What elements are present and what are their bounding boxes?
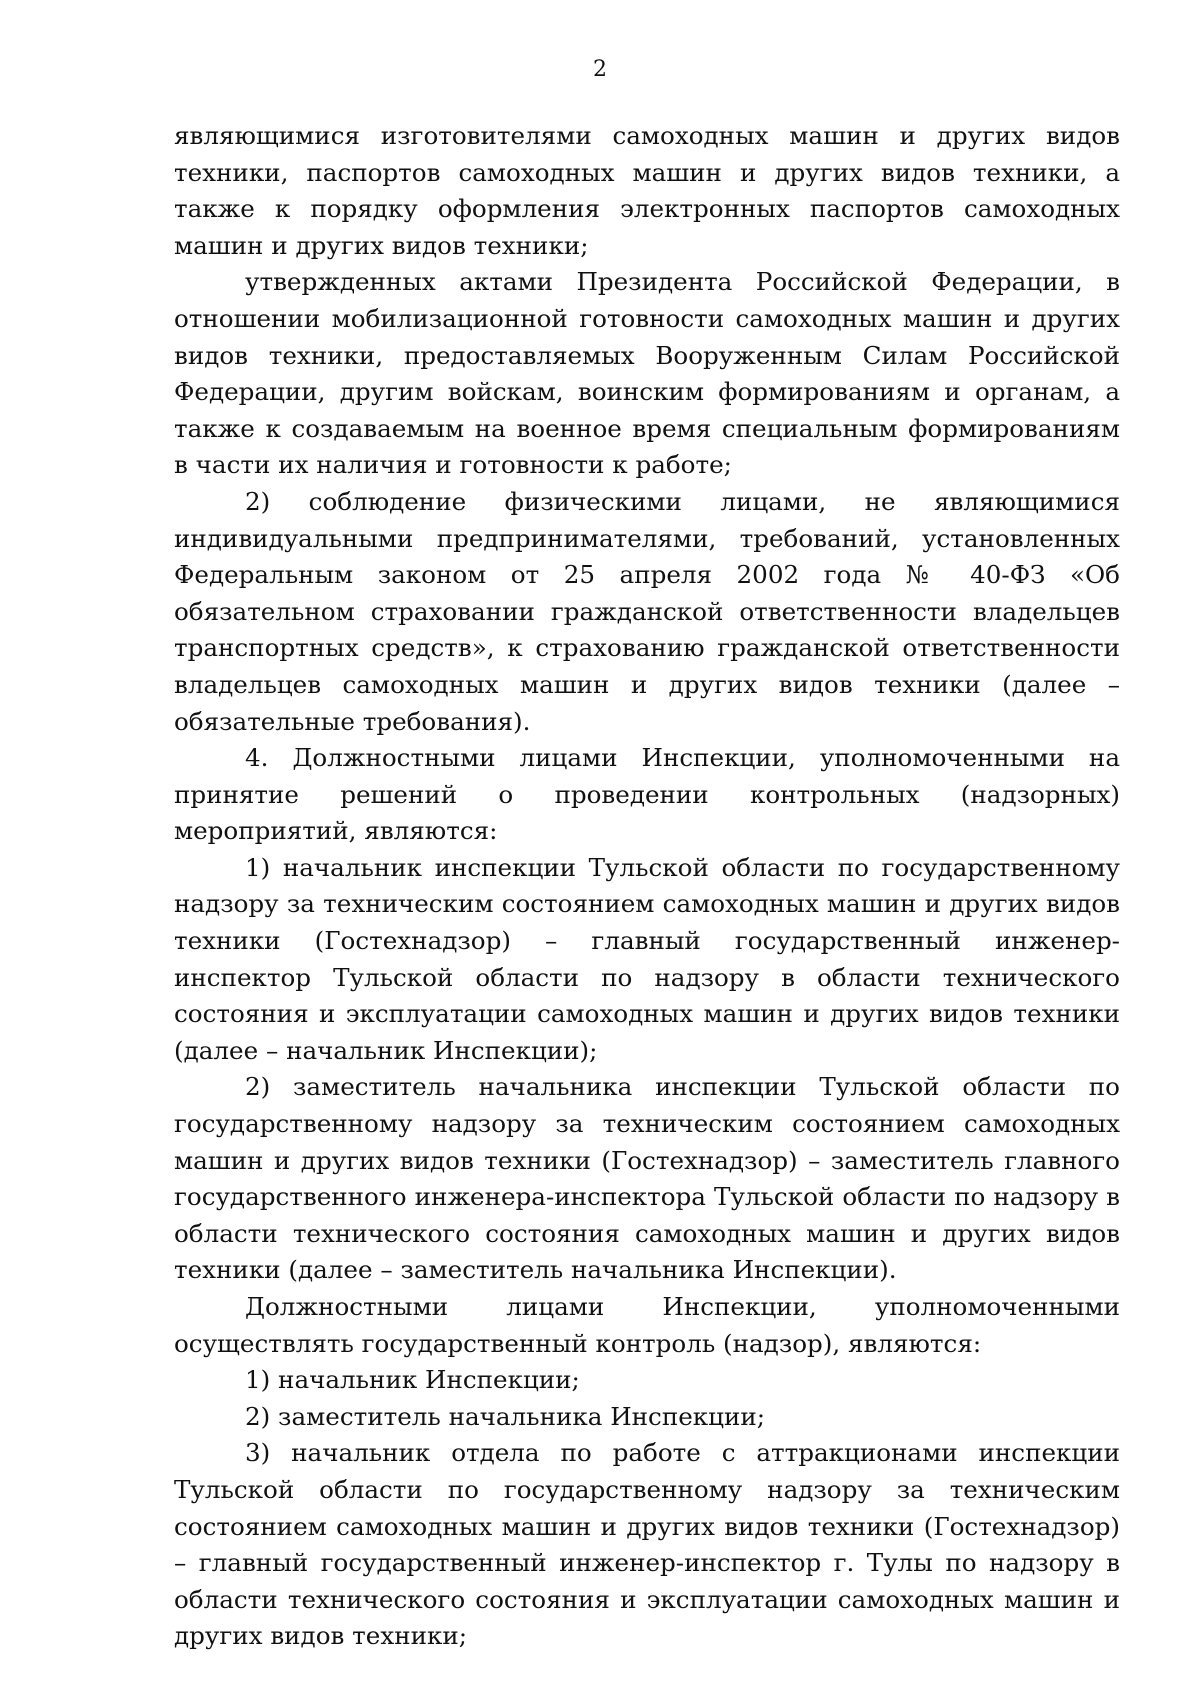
paragraph-continuation: являющимися изготовителями самоходных машин и других видов техники, паспортов самоходных машин и других видов техники, а также к порядку оформления электронных паспортов самоходных машин и других видов техники; [174, 121, 1120, 260]
paragraph-official-2: 2) заместитель начальника инспекции Тульской области по государственному надзору за техническим состоянием самоходных машин и других видов техники (Гостехнадзор) – заместитель главного государственного инженера-инспектора Тульской области по надзору в области технического состояния самоходных машин и других видов техники (далее – заместитель начальника Инспекции). [174, 1072, 1120, 1285]
paragraph-mobilization-readiness: утвержденных актами Президента Российской Федерации, в отношении мобилизационной готовности самоходных машин и других видов техники, предоставляемых Вооруженным Силам Российской Федерации, другим войскам, воинским формированиям и органам, а также к создаваемым на военное время специальным формированиям в части их наличия и готовности к работе; [174, 267, 1120, 480]
paragraph-item-2-insurance: 2) соблюдение физическими лицами, не являющимися индивидуальными предпринимателями, требований, установленных Федеральным законом от 25 апреля 2002 года № 40-ФЗ «Об обязательном страховании гражданской ответственности владельцев транспортных средств», к страхованию гражданской ответственности владельцев самоходных машин и других видов техники (далее – обязательные требования). [174, 486, 1120, 736]
paragraph-control-officials: Должностными лицами Инспекции, уполномоченными осуществлять государственный контроль (надзор), являются: [174, 1292, 1120, 1358]
paragraph-control-official-2: 2) заместитель начальника Инспекции; [245, 1401, 766, 1431]
page-number: 2 [593, 57, 607, 82]
paragraph-section-4: 4. Должностными лицами Инспекции, уполномоченными на принятие решений о проведении контрольных (надзорных) мероприятий, являются: [174, 743, 1120, 846]
paragraph-official-1: 1) начальник инспекции Тульской области по государственному надзору за техническим состоянием самоходных машин и других видов техники (Гостехнадзор) – главный государственный инженер-инспектор Тульской области по надзору в области технического состояния и эксплуатации самоходных машин и других видов техники (далее – начальник Инспекции); [174, 852, 1120, 1065]
paragraph-control-official-1: 1) начальник Инспекции; [245, 1365, 580, 1395]
paragraph-control-official-3: 3) начальник отдела по работе с аттракционами инспекции Тульской области по государственному надзору за техническим состоянием самоходных машин и других видов техники (Гостехнадзор) – главный государственный инженер-инспектор г. Тулы по надзору в области технического состояния и эксплуатации самоходных машин и других видов техники; [174, 1438, 1120, 1651]
document-body [174, 118, 1120, 1655]
